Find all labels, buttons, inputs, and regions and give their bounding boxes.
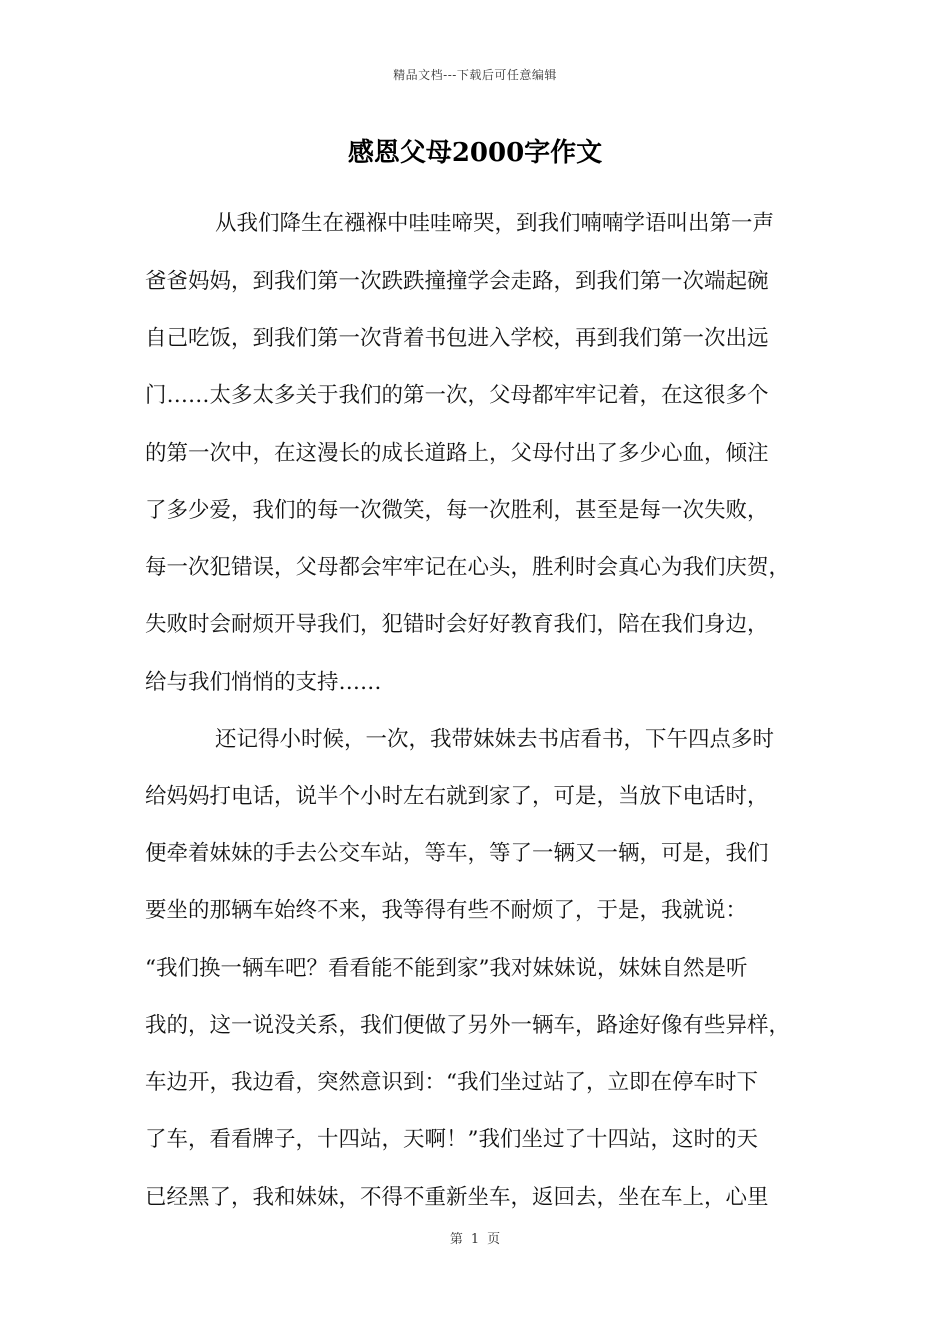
text-line: 了车，看看牌子，十四站，天啊！”我们坐过了十四站，这时的天 xyxy=(145,1127,758,1152)
text-line: 门……太多太多关于我们的第一次，父母都牢牢记着，在这很多个 xyxy=(145,383,769,408)
text-line: 车边开，我边看，突然意识到：“我们坐过站了，立即在停车时下 xyxy=(145,1070,758,1095)
page-number-suffix: 页 xyxy=(487,1232,501,1247)
text-line: 要坐的那辆车始终不来，我等得有些不耐烦了，于是，我就说： xyxy=(145,898,748,923)
text-line: 每一次犯错误，父母都会牢牢记在心头，胜利时会真心为我们庆贺， xyxy=(145,555,791,580)
page-number: 1 xyxy=(470,1232,480,1247)
text-line: “我们换一辆车吧？看看能不能到家”我对妹妹说，妹妹自然是听 xyxy=(145,956,748,981)
text-line: 的第一次中，在这漫长的成长道路上，父母付出了多少心血，倾注 xyxy=(145,441,769,466)
text-line: 便牵着妹妹的手去公交车站，等车，等了一辆又一辆，可是，我们 xyxy=(145,841,769,866)
page-header: 精品文档---下载后可任意编辑 xyxy=(393,68,557,82)
text-line: 还记得小时候，一次，我带妹妹去书店看书，下午四点多时 xyxy=(215,727,775,752)
page-number-prefix: 第 xyxy=(449,1232,463,1247)
text-line: 爸爸妈妈，到我们第一次跌跌撞撞学会走路，到我们第一次端起碗 xyxy=(145,269,769,294)
text-line: 我的，这一说没关系，我们便做了另外一辆车，路途好像有些异样， xyxy=(145,1013,791,1038)
text-line: 失败时会耐烦开导我们，犯错时会好好教育我们，陪在我们身边， xyxy=(145,612,769,637)
text-line: 给与我们悄悄的支持…… xyxy=(145,670,382,695)
text-line: 从我们降生在襁褓中哇哇啼哭，到我们喃喃学语叫出第一声 xyxy=(215,211,775,236)
text-line: 自己吃饭，到我们第一次背着书包进入学校，再到我们第一次出远 xyxy=(145,326,769,351)
text-line: 了多少爱，我们的每一次微笑，每一次胜利，甚至是每一次失败， xyxy=(145,498,769,523)
document-title: 感恩父母2000字作文 xyxy=(347,138,603,168)
page-footer xyxy=(0,1228,950,1247)
text-line: 给妈妈打电话，说半个小时左右就到家了，可是，当放下电话时， xyxy=(145,784,769,809)
text-line: 已经黑了，我和妹妹，不得不重新坐车，返回去，坐在车上，心里 xyxy=(145,1185,769,1210)
